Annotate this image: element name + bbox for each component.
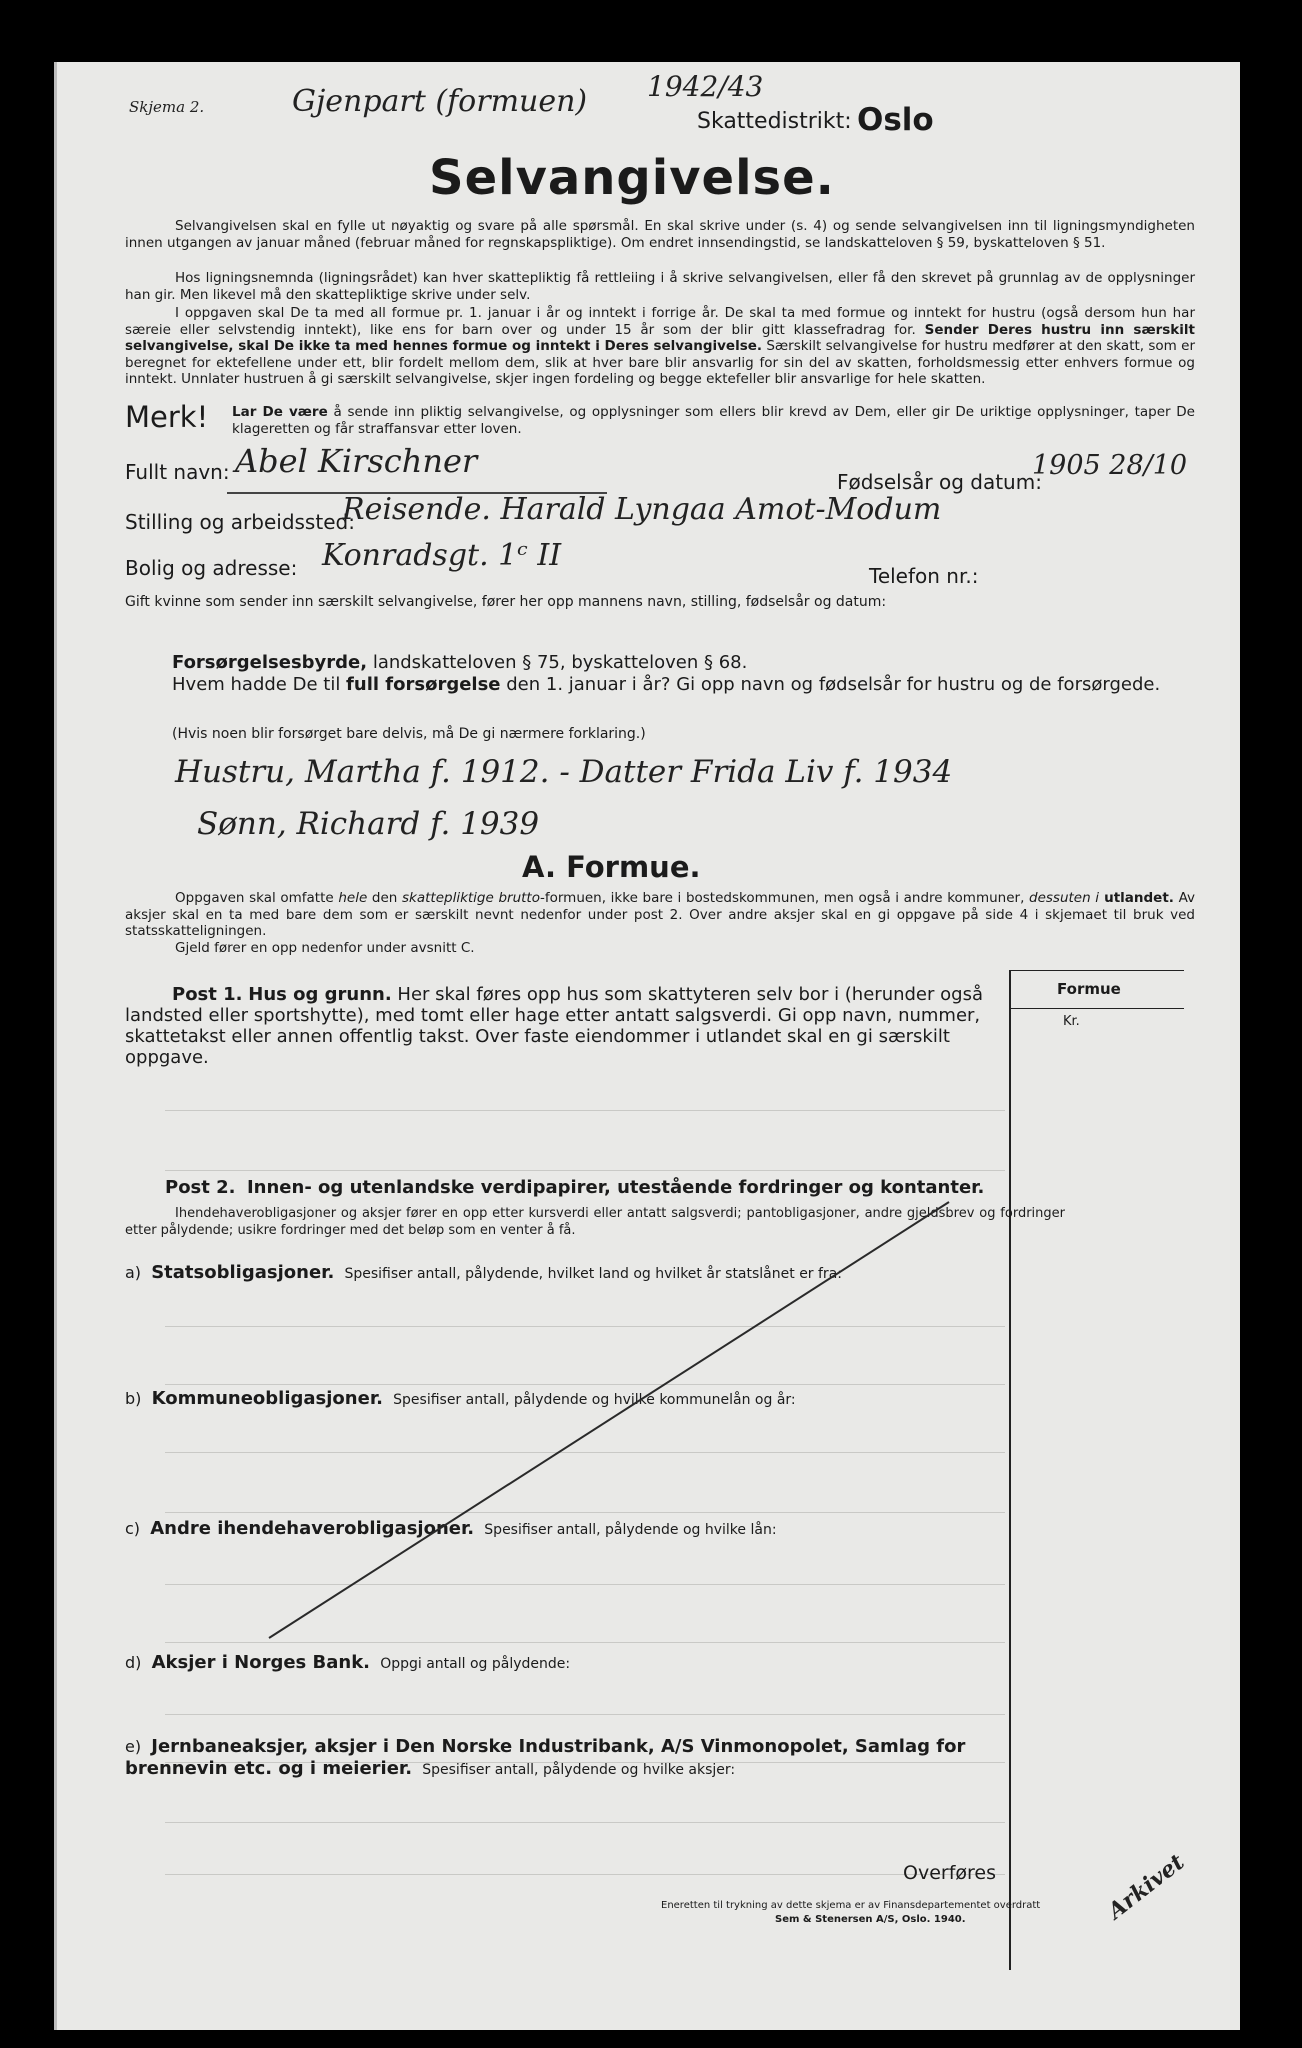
intro-p3-text-a: I oppgaven skal De ta med all formue pr. 1. januar i år og inntekt i forrige år. De skal ta med formue og inntekt for hustru (også dersom hun har særeie eller selvstendig inntekt), like ens for barn over og under 15 år som der blir gitt klassefradrag for. (125, 305, 1195, 338)
formue-column-header: Formue (1057, 980, 1121, 998)
address-value[interactable]: Konradsgt. 1ᶜ II (322, 538, 562, 573)
skjema-label: Skjema 2. (129, 98, 205, 116)
printer-line-1: Eneretten til trykning av dette skjema er av Finansdepartementet overdratt (661, 1900, 1041, 1911)
merk-text-bold: Lar De være (232, 404, 328, 420)
formue-column-unit: Kr. (1063, 1014, 1080, 1029)
merk-label: Merk! (125, 400, 209, 434)
formue-intro-dessuten: dessuten i (1029, 890, 1100, 906)
post1-text: Her skal føres opp hus som skattyteren selv bor i (herunder også landsted eller sportshytte), med tomt eller hage etter antatt salgsverdi. Gi opp navn, nummer, skattetakst eller annen offentlig takst. Over faste eiendommer i utlandet skal en gi særskilt oppgave. (125, 984, 983, 1068)
formue-intro-b: den (367, 890, 402, 906)
item-e-desc: Spesifiser antall, pålydende og hvilke aksjer: (422, 1762, 736, 1778)
dependents-line-1[interactable]: Hustru, Martha f. 1912. - Datter Frida Liv f. 1934 (175, 754, 953, 790)
post1-label: Post 1. (172, 984, 243, 1005)
item-d-desc: Oppgi antall og pålydende: (380, 1656, 571, 1672)
formue-gjeld-note: Gjeld fører en opp nedenfor under avsnitt C. (175, 940, 475, 956)
item-e-title: Jernbaneaksjer, aksjer i Den Norske Industribank, A/S Vinmonopolet, Samlag for brennevin etc. og i meierier. (125, 1736, 966, 1779)
intro-paragraph-2: Hos ligningsnemnda (ligningsrådet) kan hver skattepliktig få rettleiing i å skrive selvangivelsen, eller få den skrevet på grunnlag av de opplysninger han gir. Men likevel må den skattepliktige skrive under selv. (125, 270, 1195, 303)
overfores-label: Overføres (903, 1862, 996, 1884)
skattedistrikt-value: Oslo (857, 102, 934, 138)
job-value[interactable]: Reisende. Harald Lyngaa Amot-Modum (342, 492, 942, 527)
formue-intro-c: -formuen, ikke bare i bostedskommunen, men også i andre kommuner, (539, 890, 1030, 906)
form-page (54, 62, 1240, 2030)
formue-intro-d: Av aksjer skal en ta med bare dem som er særskilt nevnt nedenfor under post 2. Over andre aksjer skal en gi oppgave på side 4 i skjemaet til bruk ved statsskatteligningen. (125, 890, 1196, 939)
item-a-letter: a) (125, 1263, 142, 1282)
forsorgelse-note: (Hvis noen blir forsørget bare delvis, må De gi nærmere forklaring.) (172, 726, 646, 742)
dependents-line-2[interactable]: Sønn, Richard f. 1939 (197, 806, 540, 842)
arkivet-stamp: Arkivet (1103, 1849, 1190, 1925)
printer-line-2: Sem & Stenersen A/S, Oslo. 1940. (775, 1914, 966, 1925)
birth-value[interactable]: 1905 28/10 (1032, 450, 1188, 481)
year-handwriting: 1942/43 (647, 70, 764, 103)
page-title: Selvangivelse. (429, 150, 835, 206)
item-c-title: Andre ihendehaverobligasjoner. (150, 1518, 475, 1539)
married-woman-note: Gift kvinne som sender inn særskilt selvangivelse, fører her opp mannens navn, stilling, fødselsår og datum: (125, 594, 887, 610)
post2-title: Innen- og utenlandske verdipapirer, utestående fordringer og kontanter. (246, 1177, 985, 1198)
item-d-title: Aksjer i Norges Bank. (151, 1652, 371, 1673)
formue-intro-hele: hele (338, 890, 368, 906)
full-name-value[interactable]: Abel Kirschner (235, 442, 478, 480)
item-e-letter: e) (125, 1737, 142, 1756)
item-a-desc: Spesifiser antall, pålydende, hvilket land og hvilket år statslånet er fra: (344, 1266, 842, 1282)
formue-heading: A. Formue. (522, 850, 701, 884)
intro-p3-bold: Sender Deres hustru inn særskilt selvangivelse, skal De ikke ta med hennes formue og inntekt i Deres selvangivelse. (125, 321, 1195, 354)
item-a-title: Statsobligasjoner. (151, 1262, 335, 1283)
item-d-letter: d) (125, 1653, 142, 1672)
phone-label: Telefon nr.: (869, 564, 979, 588)
forsorgelse-question-a: Hvem hadde De til (172, 674, 347, 695)
gjenpart-handwriting: Gjenpart (formuen) (292, 84, 588, 119)
diagonal-strike-line (57, 62, 1243, 2030)
job-label: Stilling og arbeidssted: (125, 510, 355, 534)
forsorgelse-heading-rest: landskatteloven § 75, byskatteloven § 68. (367, 652, 748, 673)
birth-label: Fødselsår og datum: (837, 470, 1042, 494)
forsorgelse-question-bold: full forsørgelse (346, 674, 501, 695)
item-c-letter: c) (125, 1519, 141, 1538)
intro-p3-text-c: Særskilt selvangivelse for hustru medfører at den skatt, som er beregnet for ektefellene under ett, blir fordelt mellom dem, slik at hver bare blir ansvarlig for sin del av skatten, forholdsmessig etter enhvers formue og inntekt. Unnlater hustruen å gi særskilt selvangivelse, skjer ingen fordeling og begge ektefeller blir ansvarlige for hele skatten. (125, 338, 1195, 387)
merk-text-rest: å sende inn pliktig selvangivelse, og opplysninger som ellers blir krevd av Dem, eller gir De uriktige opplysninger, taper De klageretten og får straffansvar etter loven. (232, 404, 1195, 437)
post2-label: Post 2. (165, 1177, 236, 1198)
item-c-desc: Spesifiser antall, pålydende og hvilke lån: (484, 1522, 777, 1538)
full-name-label: Fullt navn: (125, 460, 230, 484)
item-b-desc: Spesifiser antall, pålydende og hvilke kommunelån og år: (393, 1392, 796, 1408)
address-label: Bolig og adresse: (125, 556, 298, 580)
forsorgelse-question-b: den 1. januar i år? Gi opp navn og fødselsår for hustru og de forsørgede. (500, 674, 1161, 695)
forsorgelse-heading-bold: Forsørgelsesbyrde, (172, 652, 368, 673)
item-b-letter: b) (125, 1389, 142, 1408)
intro-paragraph-1: Selvangivelsen skal en fylle ut nøyaktig og svare på alle spørsmål. En skal skrive under (s. 4) og sende selvangivelsen inn til ligningsmyndigheten innen utgangen av januar måned (februar måned for regnskapspliktige). Om endret innsendingstid, se landskatteloven § 59, byskatteloven § 51. (125, 218, 1195, 251)
post2-text: Ihendehaverobligasjoner og aksjer fører en opp etter kursverdi eller antatt salgsverdi; pantobligasjoner, andre gjeldsbrev og fordringer etter pålydende; usikre fordringer med det beløp som en venter å få. (125, 1206, 1065, 1238)
skattedistrikt-label: Skattedistrikt: (697, 109, 852, 134)
formue-intro-utlandet: utlandet. (1099, 890, 1174, 906)
post1-title: Hus og grunn. (248, 984, 392, 1005)
formue-intro-skattepliktige: skattepliktige brutto (401, 890, 540, 906)
formue-intro-a: Oppgaven skal omfatte (175, 890, 339, 906)
item-b-title: Kommuneobligasjoner. (151, 1388, 383, 1409)
